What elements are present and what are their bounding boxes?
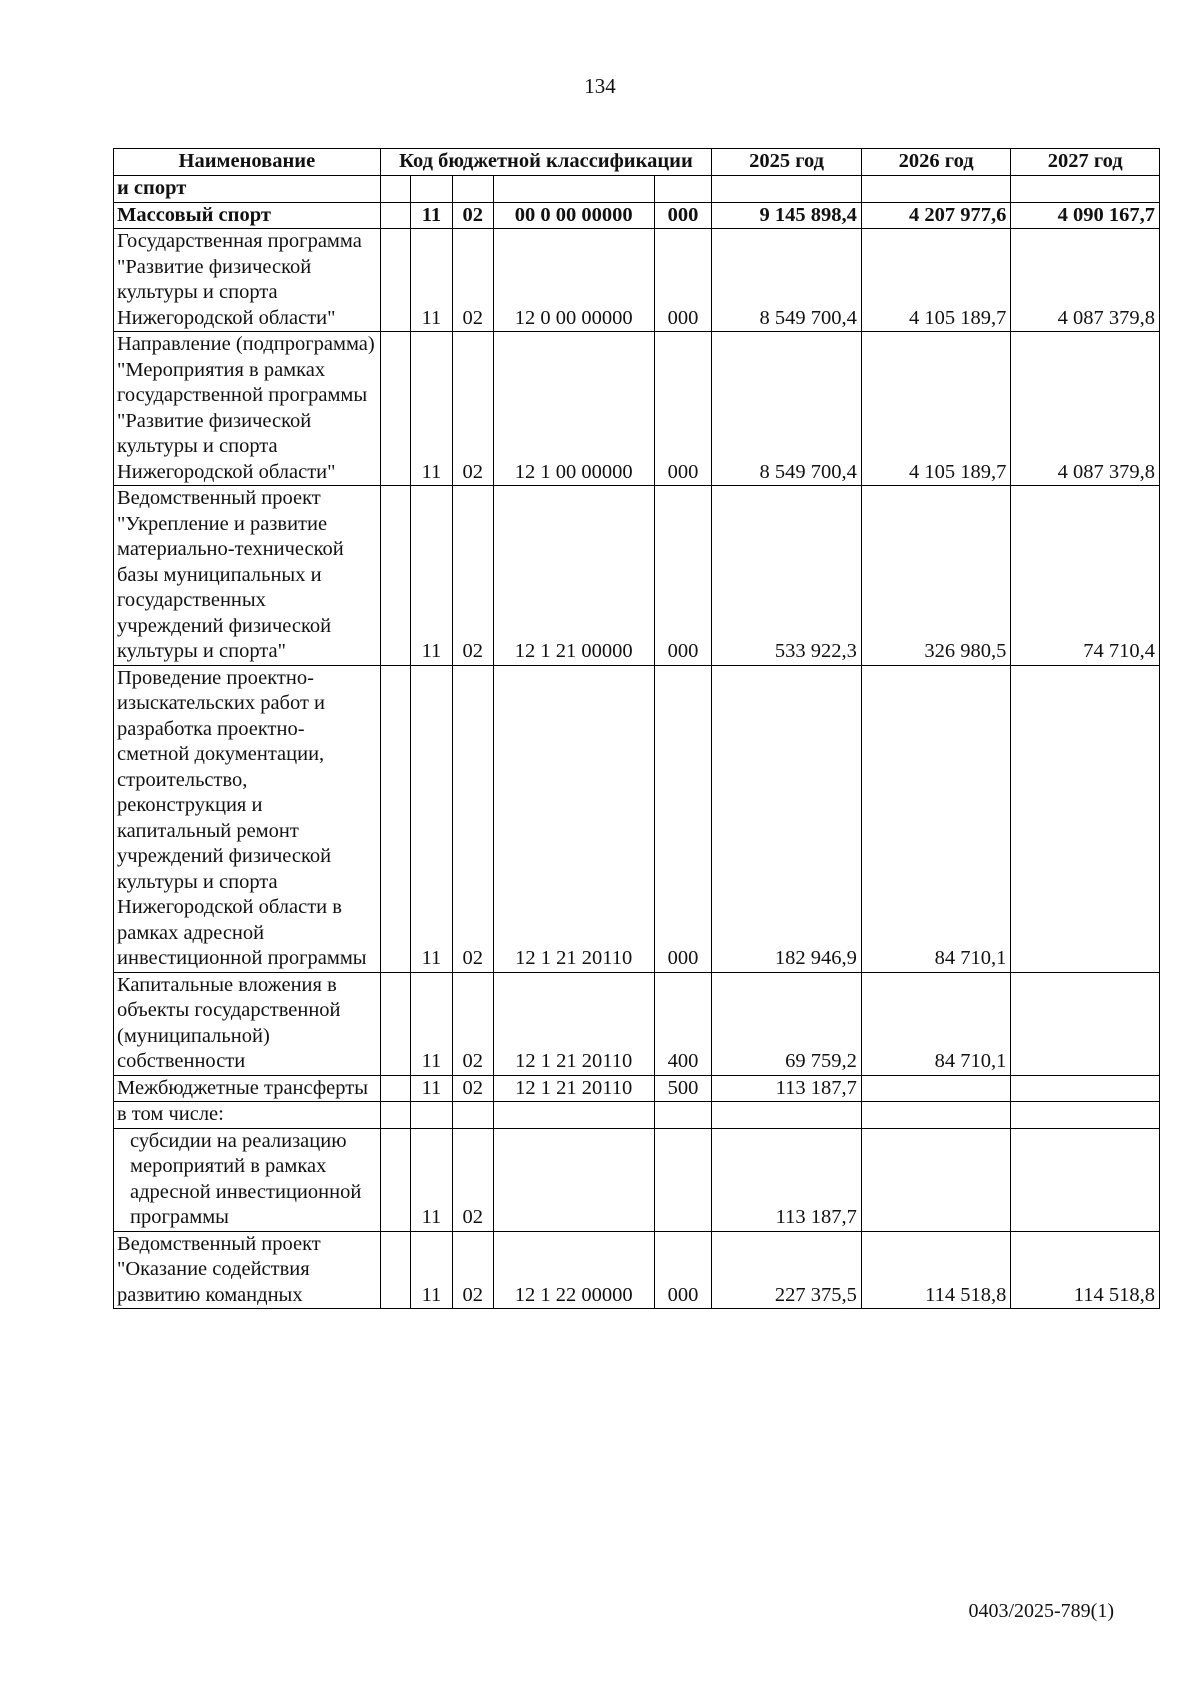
row-value-2025: 227 375,5 <box>712 1231 862 1309</box>
row-name: Ведомственный проект "Укрепление и развитие материально-технической базы муниципальных и государственных учреждений физической культуры и спорта" <box>114 486 381 666</box>
table-row <box>114 229 1160 332</box>
row-code-section: 11 <box>411 229 453 332</box>
row-value-2025: 533 922,3 <box>712 486 862 666</box>
row-name: Межбюджетные трансферты <box>114 1075 381 1102</box>
row-code-expense-type <box>654 176 712 203</box>
row-code-section: 11 <box>411 332 453 486</box>
row-code-target <box>493 1128 654 1231</box>
row-code-1 <box>380 229 410 332</box>
row-code-subsection <box>452 1102 493 1129</box>
row-value-2027 <box>1011 1128 1160 1231</box>
page-number: 134 <box>584 74 616 98</box>
row-value-2026: 326 980,5 <box>861 486 1011 666</box>
row-code-subsection: 02 <box>452 486 493 666</box>
row-value-2025: 113 187,7 <box>712 1128 862 1231</box>
row-value-2025: 9 145 898,4 <box>712 202 862 229</box>
row-code-expense-type: 000 <box>654 665 712 972</box>
row-code-expense-type: 500 <box>654 1075 712 1102</box>
row-code-1 <box>380 486 410 666</box>
row-value-2027: 114 518,8 <box>1011 1231 1160 1309</box>
row-code-subsection: 02 <box>452 972 493 1075</box>
table-row <box>114 1128 1160 1231</box>
row-code-section: 11 <box>411 486 453 666</box>
row-value-2026 <box>861 1102 1011 1129</box>
row-value-2026 <box>861 1128 1011 1231</box>
header-2026: 2026 год <box>861 149 1011 176</box>
row-code-1 <box>380 1075 410 1102</box>
row-name: субсидии на реализацию мероприятий в рамках адресной инвестиционной программы <box>114 1128 381 1231</box>
row-code-1 <box>380 1102 410 1129</box>
row-code-section: 11 <box>411 1231 453 1309</box>
header-code: Код бюджетной классификации <box>380 149 712 176</box>
row-name: Массовый спорт <box>114 202 381 229</box>
row-value-2026 <box>861 1075 1011 1102</box>
row-value-2025: 182 946,9 <box>712 665 862 972</box>
row-code-subsection: 02 <box>452 332 493 486</box>
row-name: Направление (подпрограмма) "Мероприятия в рамках государственной программы "Развитие физической культуры и спорта Нижегородской области" <box>114 332 381 486</box>
row-value-2027 <box>1011 972 1160 1075</box>
row-code-target <box>493 176 654 203</box>
row-value-2027: 4 087 379,8 <box>1011 229 1160 332</box>
table-header-row <box>114 149 1160 176</box>
row-value-2026: 4 105 189,7 <box>861 229 1011 332</box>
table-row <box>114 1231 1160 1309</box>
row-code-subsection: 02 <box>452 1075 493 1102</box>
row-code-section <box>411 1102 453 1129</box>
row-name: и спорт <box>114 176 381 203</box>
row-code-target: 12 1 21 00000 <box>493 486 654 666</box>
row-value-2027: 4 087 379,8 <box>1011 332 1160 486</box>
row-value-2026: 84 710,1 <box>861 972 1011 1075</box>
row-value-2027 <box>1011 176 1160 203</box>
row-code-1 <box>380 202 410 229</box>
row-value-2025: 8 549 700,4 <box>712 229 862 332</box>
row-code-1 <box>380 665 410 972</box>
row-code-section <box>411 176 453 203</box>
row-code-1 <box>380 1128 410 1231</box>
row-code-subsection: 02 <box>452 665 493 972</box>
row-code-expense-type <box>654 1128 712 1231</box>
row-value-2025 <box>712 1102 862 1129</box>
row-code-target: 12 0 00 00000 <box>493 229 654 332</box>
row-code-expense-type <box>654 1102 712 1129</box>
table-row <box>114 972 1160 1075</box>
row-code-subsection: 02 <box>452 202 493 229</box>
table-row <box>114 332 1160 486</box>
row-value-2025: 69 759,2 <box>712 972 862 1075</box>
row-code-1 <box>380 1231 410 1309</box>
row-code-target: 12 1 21 20110 <box>493 972 654 1075</box>
row-name: Ведомственный проект "Оказание содействия развитию командных <box>114 1231 381 1309</box>
table-row <box>114 176 1160 203</box>
row-code-target: 12 1 22 00000 <box>493 1231 654 1309</box>
table-row <box>114 1102 1160 1129</box>
row-name: Проведение проектно-изыскательских работ и разработка проектно-сметной документации, строительство, реконструкция и капитальный ремонт учреждений физической культуры и спорта Нижегородской области в рамках адресной инвестиционной программы <box>114 665 381 972</box>
row-name: в том числе: <box>114 1102 381 1129</box>
row-code-target: 12 1 21 20110 <box>493 665 654 972</box>
row-code-expense-type: 000 <box>654 202 712 229</box>
row-code-target: 00 0 00 00000 <box>493 202 654 229</box>
header-2027: 2027 год <box>1011 149 1160 176</box>
row-code-1 <box>380 176 410 203</box>
row-code-expense-type: 000 <box>654 229 712 332</box>
row-code-section: 11 <box>411 665 453 972</box>
row-code-expense-type: 000 <box>654 486 712 666</box>
row-code-subsection: 02 <box>452 1128 493 1231</box>
table-row <box>114 486 1160 666</box>
table-row <box>114 1075 1160 1102</box>
row-code-section: 11 <box>411 1075 453 1102</box>
row-value-2025: 8 549 700,4 <box>712 332 862 486</box>
row-value-2026 <box>861 176 1011 203</box>
budget-table <box>113 148 1160 1309</box>
row-value-2026: 4 207 977,6 <box>861 202 1011 229</box>
row-code-target: 12 1 21 20110 <box>493 1075 654 1102</box>
row-code-section: 11 <box>411 1128 453 1231</box>
document-code: 0403/2025-789(1) <box>968 1600 1114 1622</box>
row-value-2027 <box>1011 665 1160 972</box>
row-code-subsection: 02 <box>452 229 493 332</box>
table-row <box>114 202 1160 229</box>
row-value-2026: 4 105 189,7 <box>861 332 1011 486</box>
row-value-2026: 114 518,8 <box>861 1231 1011 1309</box>
row-code-1 <box>380 972 410 1075</box>
row-code-subsection: 02 <box>452 1231 493 1309</box>
row-value-2025: 113 187,7 <box>712 1075 862 1102</box>
row-code-expense-type: 000 <box>654 332 712 486</box>
row-code-expense-type: 400 <box>654 972 712 1075</box>
row-code-section: 11 <box>411 202 453 229</box>
row-name: Государственная программа "Развитие физической культуры и спорта Нижегородской области" <box>114 229 381 332</box>
row-value-2025 <box>712 176 862 203</box>
row-code-target: 12 1 00 00000 <box>493 332 654 486</box>
row-name: Капитальные вложения в объекты государственной (муниципальной) собственности <box>114 972 381 1075</box>
row-code-section: 11 <box>411 972 453 1075</box>
row-value-2027 <box>1011 1075 1160 1102</box>
row-code-target <box>493 1102 654 1129</box>
row-code-1 <box>380 332 410 486</box>
row-value-2027: 74 710,4 <box>1011 486 1160 666</box>
header-name: Наименование <box>114 149 381 176</box>
row-value-2027: 4 090 167,7 <box>1011 202 1160 229</box>
header-2025: 2025 год <box>712 149 862 176</box>
row-value-2026: 84 710,1 <box>861 665 1011 972</box>
table-row <box>114 665 1160 972</box>
row-code-subsection <box>452 176 493 203</box>
row-code-expense-type: 000 <box>654 1231 712 1309</box>
row-value-2027 <box>1011 1102 1160 1129</box>
